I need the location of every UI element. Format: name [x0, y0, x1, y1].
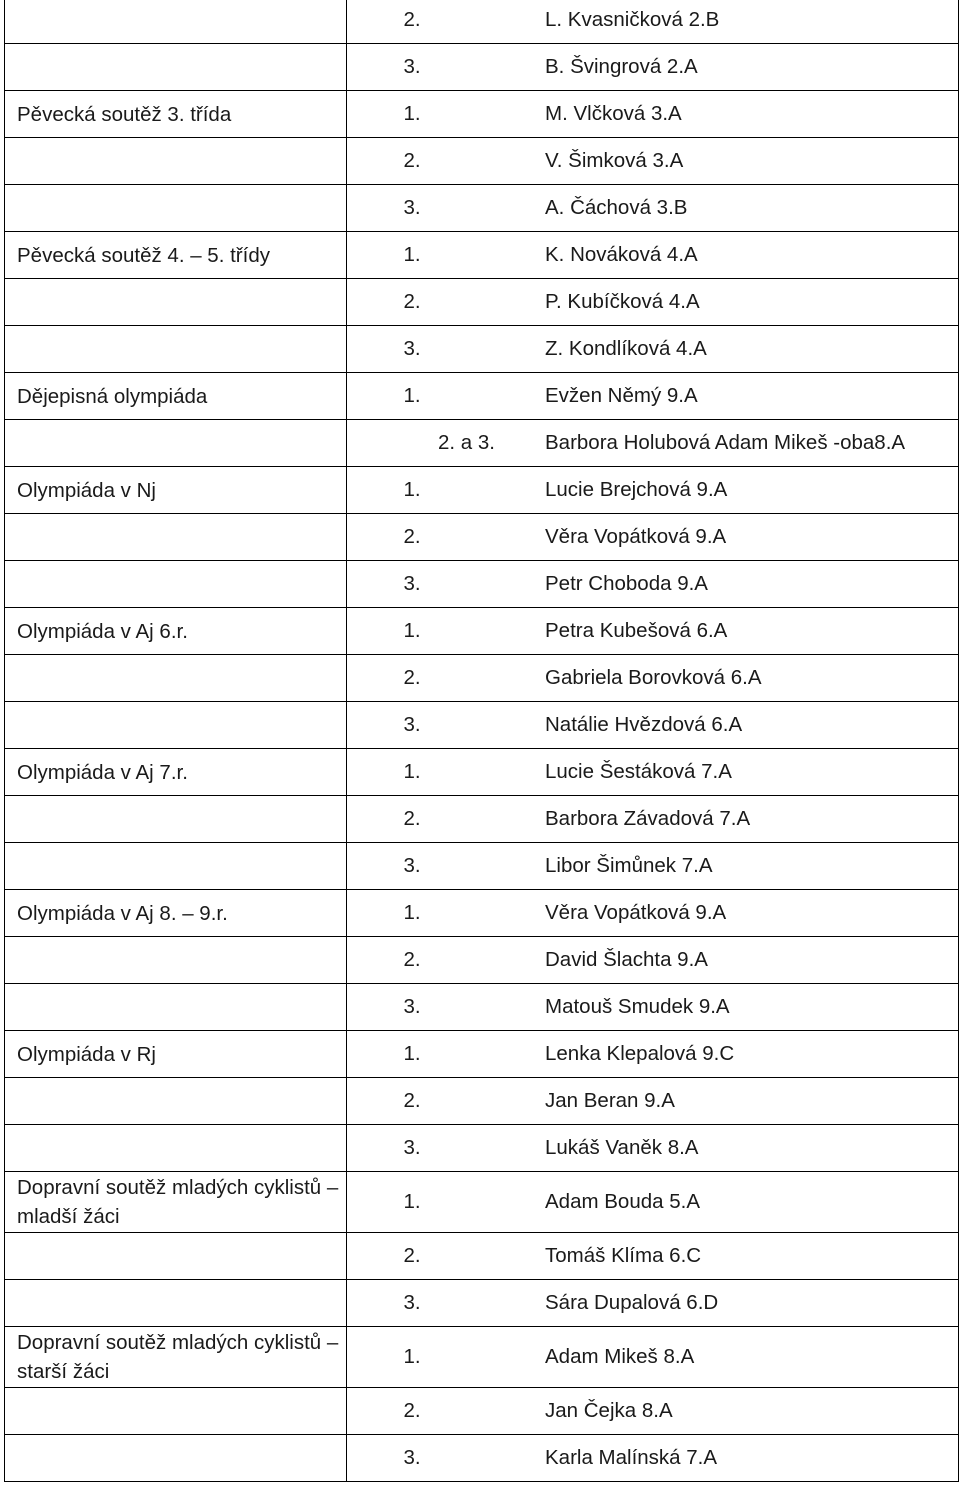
table-row [5, 1233, 959, 1280]
result-cell [347, 467, 959, 514]
result-cell [347, 0, 959, 44]
winner-name: Věra Vopátková 9.A [545, 525, 727, 548]
result-cell [347, 843, 959, 890]
placement: 2. [403, 948, 421, 971]
competition-category-cell: Pěvecká soutěž 4. – 5. třídy [5, 232, 347, 279]
winner-name: Sára Dupalová 6.D [545, 1291, 719, 1314]
competition-category-cell: Pěvecká soutěž 3. třída [5, 91, 347, 138]
result-cell [347, 1078, 959, 1125]
result-cell [347, 91, 959, 138]
winner-name: Adam Mikeš 8.A [545, 1345, 695, 1368]
placement: 3. [403, 854, 421, 877]
table-row [5, 796, 959, 843]
result-cell [347, 561, 959, 608]
table-row [5, 1327, 959, 1388]
result-cell [347, 655, 959, 702]
result-cell [347, 1435, 959, 1482]
result-cell [347, 420, 959, 467]
table-row [5, 1280, 959, 1327]
result-cell [347, 937, 959, 984]
result-cell [347, 1172, 959, 1233]
table-row [5, 1078, 959, 1125]
competition-category-cell: Olympiáda v Aj 7.r. [5, 749, 347, 796]
placement: 3. [403, 55, 421, 78]
placement: 2. [403, 807, 421, 830]
winner-name: B. Švingrová 2.A [545, 55, 698, 78]
result-cell [347, 796, 959, 843]
table-row [5, 91, 959, 138]
result-cell [347, 1388, 959, 1435]
placement: 2. a 3. [438, 431, 495, 454]
table-row [5, 1031, 959, 1078]
result-cell [347, 984, 959, 1031]
competition-category-cell [5, 138, 347, 185]
table-row [5, 467, 959, 514]
table-row [5, 984, 959, 1031]
competition-category-cell [5, 420, 347, 467]
winner-name: Barbora Závadová 7.A [545, 807, 751, 830]
winner-name: Věra Vopátková 9.A [545, 901, 727, 924]
competition-category-cell: Dějepisná olympiáda [5, 373, 347, 420]
competition-category-cell: Olympiáda v Nj [5, 467, 347, 514]
competition-category-cell: Dopravní soutěž mladých cyklistů – starší žáci [5, 1327, 347, 1388]
placement: 1. [403, 384, 421, 407]
result-cell [347, 138, 959, 185]
winner-name: Gabriela Borovková 6.A [545, 666, 762, 689]
result-cell [347, 890, 959, 937]
placement: 2. [403, 1244, 421, 1267]
result-cell [347, 232, 959, 279]
competition-category-cell [5, 185, 347, 232]
table-row [5, 279, 959, 326]
winner-name: Petr Choboda 9.A [545, 572, 708, 595]
placement: 3. [403, 1446, 421, 1469]
placement: 3. [403, 713, 421, 736]
table-row [5, 843, 959, 890]
winner-name: V. Šimková 3.A [545, 149, 684, 172]
competition-category-cell: Olympiáda v Aj 8. – 9.r. [5, 890, 347, 937]
table-row [5, 0, 959, 44]
competition-category-cell: Olympiáda v Rj [5, 1031, 347, 1078]
placement: 3. [403, 196, 421, 219]
result-cell [347, 514, 959, 561]
competition-category-cell [5, 44, 347, 91]
table-row [5, 890, 959, 937]
competition-category-cell [5, 1078, 347, 1125]
winner-name: Jan Beran 9.A [545, 1089, 675, 1112]
table-row [5, 514, 959, 561]
winner-name: L. Kvasničková 2.B [545, 8, 720, 31]
competition-category-cell [5, 1388, 347, 1435]
placement: 2. [403, 290, 421, 313]
table-row [5, 326, 959, 373]
placement: 2. [403, 666, 421, 689]
placement: 3. [403, 337, 421, 360]
placement: 1. [403, 619, 421, 642]
table-row [5, 232, 959, 279]
placement: 1. [403, 102, 421, 125]
result-cell [347, 373, 959, 420]
competition-category-cell [5, 937, 347, 984]
winner-name: Jan Čejka 8.A [545, 1399, 673, 1422]
table-row [5, 1388, 959, 1435]
winner-name: Lukáš Vaněk 8.A [545, 1136, 699, 1159]
result-cell [347, 1233, 959, 1280]
result-cell [347, 749, 959, 796]
placement: 2. [403, 525, 421, 548]
competition-category-cell [5, 1280, 347, 1327]
table-row [5, 373, 959, 420]
competition-category-cell [5, 0, 347, 44]
placement: 3. [403, 1291, 421, 1314]
placement: 3. [403, 572, 421, 595]
competition-category-cell [5, 561, 347, 608]
table-row [5, 702, 959, 749]
placement: 1. [403, 243, 421, 266]
winner-name: Natálie Hvězdová 6.A [545, 713, 743, 736]
results-table [4, 0, 959, 1482]
competition-category-cell [5, 326, 347, 373]
competition-category-cell: Dopravní soutěž mladých cyklistů – mladší žáci [5, 1172, 347, 1233]
table-row [5, 420, 959, 467]
table-row [5, 44, 959, 91]
result-cell [347, 1031, 959, 1078]
result-cell [347, 702, 959, 749]
winner-name: Barbora Holubová Adam Mikeš -oba8.A [545, 431, 906, 454]
table-row [5, 608, 959, 655]
placement: 2. [403, 1399, 421, 1422]
winner-name: Adam Bouda 5.A [545, 1190, 700, 1213]
competition-category-cell [5, 279, 347, 326]
placement: 1. [403, 760, 421, 783]
winner-name: M. Vlčková 3.A [545, 102, 682, 125]
competition-category-cell [5, 984, 347, 1031]
competition-category-cell [5, 796, 347, 843]
competition-category-cell [5, 514, 347, 561]
winner-name: Libor Šimůnek 7.A [545, 854, 713, 877]
placement: 1. [403, 1345, 421, 1368]
result-cell [347, 1125, 959, 1172]
table-row [5, 655, 959, 702]
winner-name: Evžen Němý 9.A [545, 384, 698, 407]
competition-category-cell [5, 702, 347, 749]
winner-name: Z. Kondlíková 4.A [545, 337, 707, 360]
result-cell [347, 1327, 959, 1388]
competition-category-cell [5, 843, 347, 890]
placement: 2. [403, 8, 421, 31]
table-row [5, 138, 959, 185]
placement: 3. [403, 995, 421, 1018]
table-row [5, 937, 959, 984]
result-cell [347, 185, 959, 232]
winner-name: A. Čáchová 3.B [545, 196, 688, 219]
result-cell [347, 44, 959, 91]
table-row [5, 561, 959, 608]
winner-name: Tomáš Klíma 6.C [545, 1244, 702, 1267]
placement: 1. [403, 1042, 421, 1065]
winner-name: David Šlachta 9.A [545, 948, 708, 971]
winner-name: K. Nováková 4.A [545, 243, 698, 266]
table-row [5, 1172, 959, 1233]
placement: 1. [403, 478, 421, 501]
competition-category-cell: Olympiáda v Aj 6.r. [5, 608, 347, 655]
placement: 2. [403, 1089, 421, 1112]
winner-name: P. Kubíčková 4.A [545, 290, 700, 313]
placement: 1. [403, 1190, 421, 1213]
winner-name: Matouš Smudek 9.A [545, 995, 730, 1018]
winner-name: Lucie Brejchová 9.A [545, 478, 728, 501]
table-row [5, 185, 959, 232]
placement: 2. [403, 149, 421, 172]
winner-name: Lucie Šestáková 7.A [545, 760, 732, 783]
placement: 1. [403, 901, 421, 924]
result-cell [347, 279, 959, 326]
table-row [5, 1435, 959, 1482]
table-row [5, 1125, 959, 1172]
result-cell [347, 1280, 959, 1327]
competition-category-cell [5, 1233, 347, 1280]
winner-name: Petra Kubešová 6.A [545, 619, 728, 642]
result-cell [347, 326, 959, 373]
result-cell [347, 608, 959, 655]
competition-category-cell [5, 1125, 347, 1172]
winner-name: Lenka Klepalová 9.C [545, 1042, 735, 1065]
winner-name: Karla Malínská 7.A [545, 1446, 718, 1469]
results-table-body [5, 0, 959, 1482]
competition-category-cell [5, 655, 347, 702]
competition-category-cell [5, 1435, 347, 1482]
table-row [5, 749, 959, 796]
placement: 3. [403, 1136, 421, 1159]
